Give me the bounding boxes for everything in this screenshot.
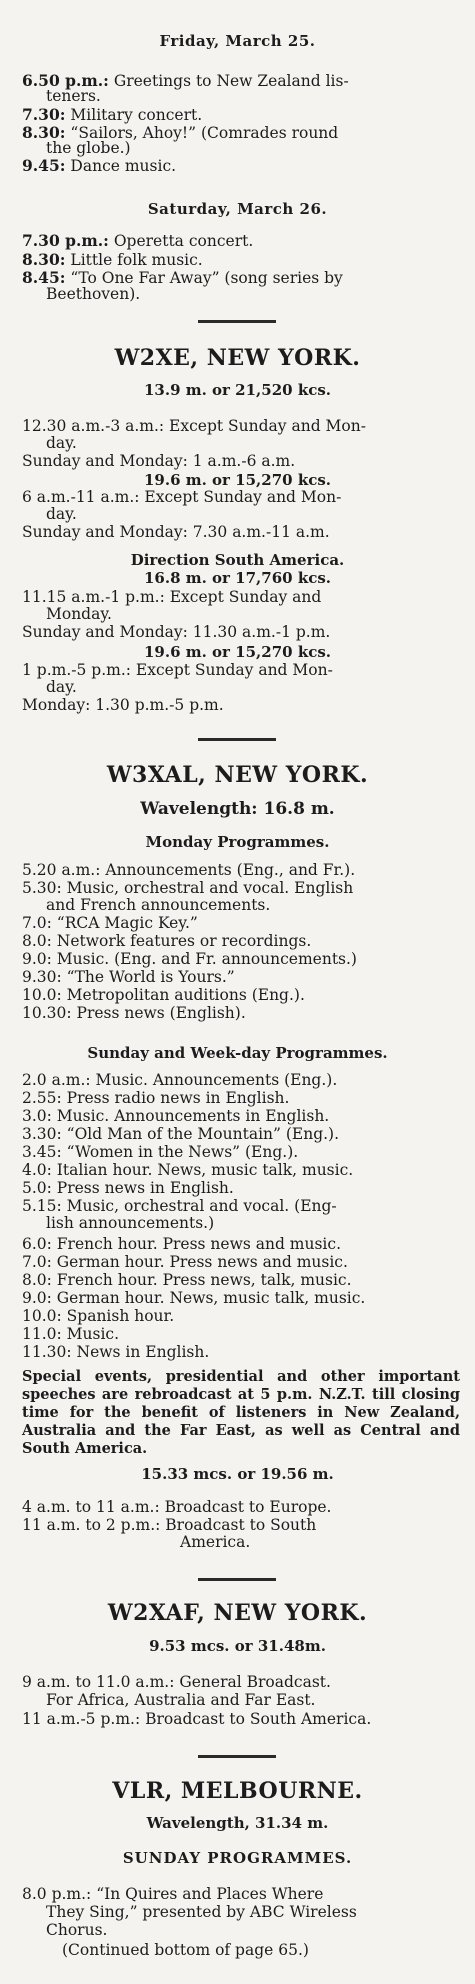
w3xal-week-line: 5.0: Press news in English. bbox=[22, 1179, 234, 1197]
w3xal-special-events: Special events, presidential and other important speeches are rebroadcast at 5 p.m. N.Z.T. till closing time for the benefit of listeners in New Zealand, Australia and the Far East, as well as Central and South America. bbox=[22, 1368, 460, 1457]
w2xaf-line-1b: For Africa, Australia and Far East. bbox=[46, 1691, 316, 1709]
w3xal-week-line: 4.0: Italian hour. News, music talk, music. bbox=[22, 1161, 354, 1179]
w3xal-week-line: 7.0: German hour. Press news and music. bbox=[22, 1253, 348, 1271]
saturday-heading: Saturday, March 26. bbox=[147, 200, 328, 218]
w2xe-line-4: Sunday and Monday: 7.30 a.m.-11 a.m. bbox=[22, 523, 330, 541]
w3xal-monday-line: and French announcements. bbox=[46, 896, 271, 914]
vlr-wavelength: Wavelength, 31.34 m. bbox=[146, 1814, 329, 1832]
w3xal-broadcast-2: 11 a.m. to 2 p.m.: Broadcast to South bbox=[22, 1516, 317, 1534]
friday-item-3-cont: the globe.) bbox=[46, 139, 131, 157]
w3xal-week-line: 3.0: Music. Announcements in English. bbox=[22, 1107, 330, 1125]
w3xal-monday-line: 9.30: “The World is Yours.” bbox=[22, 968, 235, 986]
section-divider bbox=[198, 320, 276, 323]
w2xe-frequency: 13.9 m. or 21,520 kcs. bbox=[143, 381, 332, 399]
w2xe-line-8: Monday: 1.30 p.m.-5 p.m. bbox=[22, 696, 224, 714]
section-divider bbox=[198, 1755, 276, 1758]
w3xal-week-line: 5.15: Music, orchestral and vocal. (Eng- bbox=[22, 1197, 337, 1215]
w3xal-broadcast-2b: America. bbox=[180, 1533, 251, 1551]
section-divider bbox=[198, 1578, 276, 1581]
w3xal-monday-line: 9.0: Music. (Eng. and Fr. announcements.) bbox=[22, 950, 357, 968]
friday-item-4: 9.45: Dance music. bbox=[22, 156, 177, 175]
w3xal-monday-line: 8.0: Network features or recordings. bbox=[22, 932, 312, 950]
vlr-line-1c: Chorus. bbox=[46, 1921, 108, 1939]
w2xe-line-3b: day. bbox=[46, 505, 77, 523]
vlr-line-1b: They Sing,” presented by ABC Wireless bbox=[46, 1903, 357, 1921]
w2xe-title: W2XE, NEW YORK. bbox=[114, 345, 361, 371]
w3xal-week-line: 6.0: French hour. Press news and music. bbox=[22, 1235, 341, 1253]
w3xal-week-line: 10.0: Spanish hour. bbox=[22, 1307, 175, 1325]
w3xal-week-line: 3.45: “Women in the News” (Eng.). bbox=[22, 1143, 299, 1161]
w2xaf-title: W2XAF, NEW YORK. bbox=[107, 1600, 368, 1626]
w3xal-monday-line: 7.0: “RCA Magic Key.” bbox=[22, 914, 198, 932]
w3xal-week-line: 11.30: News in English. bbox=[22, 1343, 210, 1361]
w2xe-line-5: 11.15 a.m.-1 p.m.: Except Sunday and bbox=[22, 588, 322, 606]
w2xe-line-6: Sunday and Monday: 11.30 a.m.-1 p.m. bbox=[22, 623, 331, 641]
w2xaf-line-1: 9 a.m. to 11.0 a.m.: General Broadcast. bbox=[22, 1673, 331, 1691]
friday-item-1-cont: teners. bbox=[46, 87, 101, 105]
w3xal-frequency: 15.33 mcs. or 19.56 m. bbox=[141, 1465, 334, 1483]
w2xe-frequency-3: 16.8 m. or 17,760 kcs. bbox=[143, 569, 332, 587]
vlr-sunday-heading: SUNDAY PROGRAMMES. bbox=[122, 1849, 353, 1867]
w3xal-broadcast-1: 4 a.m. to 11 a.m.: Broadcast to Europe. bbox=[22, 1498, 332, 1516]
friday-item-2: 7.30: Military concert. bbox=[22, 105, 203, 124]
w2xaf-line-2: 11 a.m.-5 p.m.: Broadcast to South America. bbox=[22, 1710, 372, 1728]
vlr-title: VLR, MELBOURNE. bbox=[112, 1778, 363, 1804]
continued-note: (Continued bottom of page 65.) bbox=[62, 1941, 309, 1959]
w2xe-line-1: 12.30 a.m.-3 a.m.: Except Sunday and Mon- bbox=[22, 417, 366, 435]
vlr-line-1: 8.0 p.m.: “In Quires and Places Where bbox=[22, 1885, 324, 1903]
saturday-item-3-cont: Beethoven). bbox=[46, 285, 141, 303]
w3xal-week-line: 9.0: German hour. News, music talk, music. bbox=[22, 1289, 366, 1307]
w2xe-line-7b: day. bbox=[46, 678, 77, 696]
w3xal-monday-heading: Monday Programmes. bbox=[145, 833, 330, 851]
w2xe-line-2: Sunday and Monday: 1 a.m.-6 a.m. bbox=[22, 452, 296, 470]
w2xe-direction: Direction South America. bbox=[130, 551, 345, 569]
w3xal-monday-line: 10.30: Press news (English). bbox=[22, 1004, 246, 1022]
w3xal-week-line: 2.55: Press radio news in English. bbox=[22, 1089, 290, 1107]
w3xal-week-line: 2.0 a.m.: Music. Announcements (Eng.). bbox=[22, 1071, 338, 1089]
w2xe-line-5b: Monday. bbox=[46, 605, 112, 623]
w2xe-line-7: 1 p.m.-5 p.m.: Except Sunday and Mon- bbox=[22, 661, 333, 679]
w3xal-monday-line: 5.30: Music, orchestral and vocal. English bbox=[22, 879, 354, 897]
w3xal-week-line: 8.0: French hour. Press news, talk, music. bbox=[22, 1271, 352, 1289]
friday-heading: Friday, March 25. bbox=[159, 32, 316, 50]
w2xe-frequency-4: 19.6 m. or 15,270 kcs. bbox=[143, 643, 332, 661]
w3xal-week-heading: Sunday and Week-day Programmes. bbox=[87, 1044, 388, 1062]
saturday-item-2: 8.30: Little folk music. bbox=[22, 250, 203, 269]
w3xal-monday-line: 5.20 a.m.: Announcements (Eng., and Fr.). bbox=[22, 861, 356, 879]
w2xe-line-3: 6 a.m.-11 a.m.: Except Sunday and Mon- bbox=[22, 488, 342, 506]
section-divider bbox=[198, 738, 276, 741]
w2xe-frequency-2: 19.6 m. or 15,270 kcs. bbox=[143, 471, 332, 489]
w3xal-wavelength: Wavelength: 16.8 m. bbox=[140, 799, 335, 819]
w2xe-line-1b: day. bbox=[46, 434, 77, 452]
w3xal-monday-line: 10.0: Metropolitan auditions (Eng.). bbox=[22, 986, 305, 1004]
friday-item-1: 6.50 p.m.: Greetings to New Zealand lis- bbox=[22, 71, 349, 90]
friday-item-3: 8.30: “Sailors, Ahoy!” (Comrades round bbox=[22, 123, 339, 142]
saturday-item-3: 8.45: “To One Far Away” (song series by bbox=[22, 268, 343, 287]
saturday-item-1: 7.30 p.m.: Operetta concert. bbox=[22, 231, 254, 250]
w3xal-week-line: 3.30: “Old Man of the Mountain” (Eng.). bbox=[22, 1125, 340, 1143]
w2xaf-frequency: 9.53 mcs. or 31.48m. bbox=[149, 1637, 326, 1655]
w3xal-week-line: 11.0: Music. bbox=[22, 1325, 120, 1343]
w3xal-week-line: lish announcements.) bbox=[46, 1214, 215, 1232]
w3xal-title: W3XAL, NEW YORK. bbox=[106, 762, 369, 788]
